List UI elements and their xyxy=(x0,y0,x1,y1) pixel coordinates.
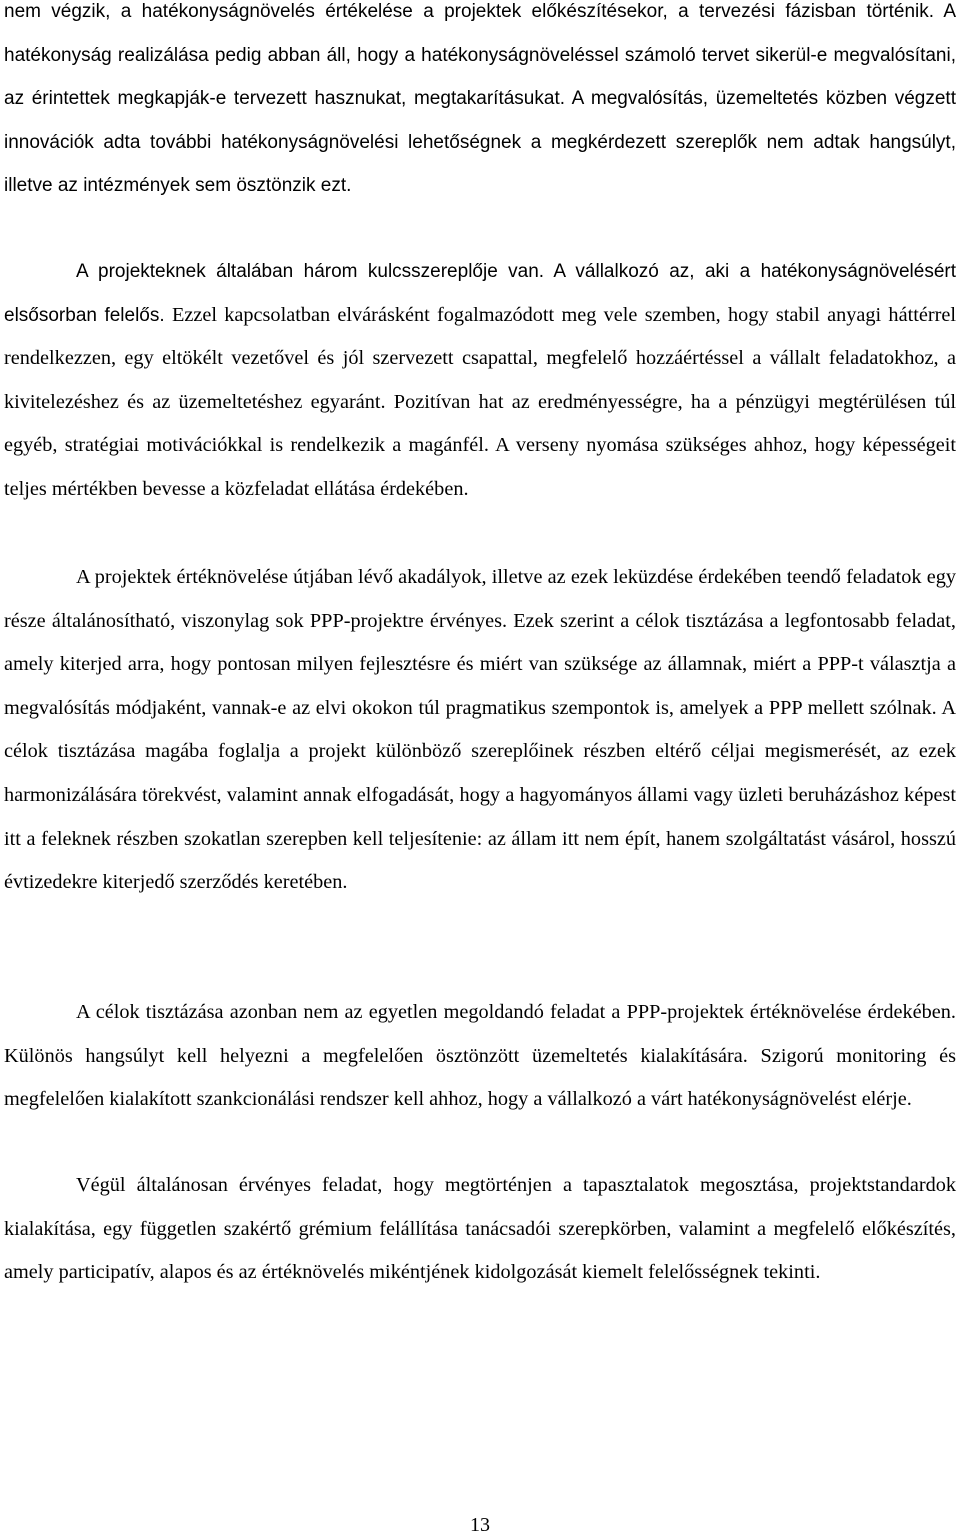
page-number: 13 xyxy=(470,1514,490,1536)
paragraph-2-sans-segment: A projekteknek általában három kulcsszereplője van. A vállalkozó az, aki a hatékonyságnövelésért elsősorban felelős. xyxy=(4,261,956,326)
paragraph-5: Végül általánosan érvényes feladat, hogy megtörténjen a tapasztalatok megosztása, projektstandardok kialakítása, egy független szakértő grémium felállítása tanácsadói szerepkörben, valamint a megfelelő előkészítés, amely participatív, alapos és az értéknövelés mikéntjének kidolgozását kiemelt felelősségnek tekinti. xyxy=(4,1174,956,1284)
paragraph-2 xyxy=(4,250,956,512)
paragraph-1: nem végzik, a hatékonyságnövelés értékelése a projektek előkészítésekor, a tervezési fázisban történik. A hatékonyság realizálása pedig abban áll, hogy a hatékonyságnöveléssel számoló tervet sikerül-e megvalósítani, az érintettek megkapják-e tervezett hasznukat, megtakarításukat. A megvalósítás, üzemeltetés közben végzett innovációk adta további hatékonyságnövelési lehetőségnek a megkérdezett szereplők nem adtak hangsúlyt, illetve az intézmények sem ösztönzik ezt. xyxy=(4,1,956,197)
paragraph-2-serif-segment: Ezzel kapcsolatban elvárásként fogalmazódott meg vele szemben, hogy stabil anyagi háttérrel rendelkezzen, egy eltökélt vezetővel és jól szervezett csapattal, megfelelő hozzáértéssel a vállalt feladatokhoz, a kivitelezéshez és az üzemeltetéshez egyaránt. Pozitívan hat az eredményességre, ha a pénzügyi megtérülésen túl egyéb, stratégiai motivációkkal is rendelkezik a magánfél. A verseny nyomása szükséges ahhoz, hogy képességeit teljes mértékben bevesse a közfeladat ellátása érdekében. xyxy=(4,303,956,500)
paragraph-3: A projektek értéknövelése útjában lévő akadályok, illetve az ezek leküzdése érdekében teendő feladatok egy része általánosítható, viszonylag sok PPP-projektre érvényes. Ezek szerint a célok tisztázása a legfontosabb feladat, amely kiterjed arra, hogy pontosan milyen fejlesztésre és miért van szüksége az államnak, miért a PPP-t választja a megvalósítás módjaként, vannak-e az elvi okokon túl pragmatikus szempontok is, amelyek a PPP mellett szólnak. A célok tisztázása magába foglalja a projekt különböző szereplőinek részben eltérő céljai megismerését, az ezek harmonizálására törekvést, valamint annak elfogadását, hogy a hagyományos állami vagy üzleti beruházáshoz képest itt a feleknek részben szokatlan szerepben kell teljesítenie: az állam itt nem épít, hanem szolgáltatást vásárol, hosszú évtizedekre kiterjedő szerződés keretében. xyxy=(4,566,956,894)
paragraph-4: A célok tisztázása azonban nem az egyetlen megoldandó feladat a PPP-projektek értéknövelése érdekében. Különös hangsúlyt kell helyezni a megfelelően ösztönzött üzemeltetés kialakítására. Szigorú monitoring és megfelelően kialakított szankcionálási rendszer kell ahhoz, hogy a vállalkozó a várt hatékonyságnövelést elérje. xyxy=(4,1001,956,1111)
